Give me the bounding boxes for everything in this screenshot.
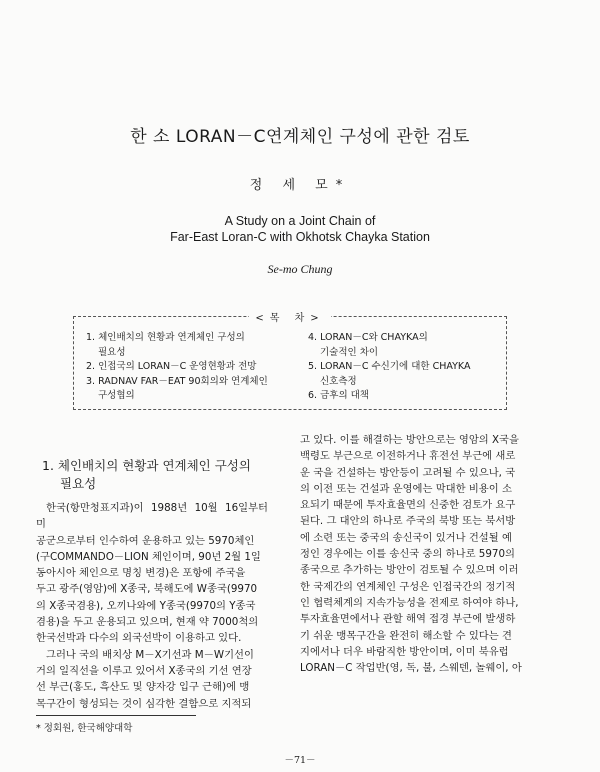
body-line: 된다. 그 대안의 하나로 주국의 북방 또는 북서방 [300,515,516,528]
english-title-line-1: A Study on a Joint Chain of [224,214,376,228]
body-line: 기 쉬운 맹목구간을 완전히 해소할 수 있다는 견 [300,629,512,642]
english-author: Se-mo Chung [267,262,333,276]
body-line: 투자효율면에서나 관할 해역 접경 부근에 발생하 [300,613,516,626]
toc-item: 1. 체인배치의 현황과 연계체인 구성의 필요성 [86,332,245,358]
body-line: 그러나 국의 배치상 M－X기선과 M－W기선이 [46,648,254,661]
paper-title: 한 소 LORAN－C연계체인 구성에 관한 검토 [130,127,470,147]
toc-item: 5. LORAN－C 수신기에 대한 CHAYKA 신호측정 [308,361,471,387]
section-1-heading: 1. 체인배치의 현황과 연계체인 구성의 필요성 [42,458,251,491]
body-line: 백령도 부근으로 이전하거나 휴전선 부근에 새로 [300,450,516,463]
footnote-divider [36,715,196,716]
body-line: 선 부근(홍도, 흑산도 및 양자강 입구 근해)에 맹 [36,681,250,694]
body-line: 한 국제간의 연계체인 구성은 인접국간의 정기적 [300,580,516,593]
body-line: 의 X종국겸용), 오끼나와에 Y종국(9970의 Y종국 [36,599,256,612]
body-line: 한국(항만청표지과)이 1988년 10월 16일부터 미 [36,502,268,531]
body-line: 종국으로 추가하는 방안이 검토될 수 있으며 이러 [300,564,519,577]
body-line: 인 협력체계의 지속가능성을 전제로 하여야 하나, [300,596,519,609]
body-line: 겸용)을 두고 운용되고 있으며, 현재 약 7000척의 [36,616,259,629]
toc-left-column [86,331,306,404]
toc-heading: <목 차> [74,309,506,324]
body-line: 의 이전 또는 건설과 운영에는 막대한 비용이 소 [300,482,512,495]
body-line: 에 소련 또는 중국의 송신국이 있거나 건설될 예 [300,531,512,544]
toc-right-column [308,331,498,404]
footnote: * 정회원, 한국해양대학 [36,723,133,734]
page-number: －71－ [284,755,316,766]
toc-item: 2. 인접국의 LORAN－C 운영현황과 전망 [86,361,257,373]
toc-item: 4. LORAN－C와 CHAYKA의 기술적인 차이 [308,332,428,358]
table-of-contents [73,313,507,410]
english-title [0,213,600,245]
body-line: 요되기 때문에 투자효율면의 신중한 검토가 요구 [300,499,516,512]
body-line: 운 국을 건설하는 방안등이 고려될 수 있으나, 국 [300,466,516,479]
body-line: LORAN－C 작업반(영, 독, 불, 스웨덴, 놀웨이, 아 [300,662,522,675]
body-line: 고 있다. 이를 해결하는 방안으로는 영암의 X국을 [300,434,519,446]
author-name: 정 세 모* [249,178,351,193]
body-line: 정인 경우에는 이를 송신국 중의 하나로 5970의 [300,548,515,561]
english-title-line-2: Far-East Loran-C with Okhotsk Chayka Station [170,230,430,244]
toc-item: 3. RADNAV FAR－EAT 90회의와 연계체인 구성협의 [86,375,268,402]
left-body-column [36,500,268,712]
body-line: (구COMMANDO－LION 체인이며, 90년 2월 1일 [36,550,261,563]
body-line: 목구간이 형성되는 것이 심각한 결함으로 지적되 [36,697,252,710]
body-line: 두고 광주(영암)에 X종국, 북해도에 W종국(9970 [36,583,258,596]
body-line: 공군으로부터 인수하여 운용하고 있는 5970체인 [36,534,255,547]
right-body-column [300,432,534,676]
body-line: 지에서나 더우 바람직한 방안이며, 이미 북유럽 [300,645,509,658]
body-line: 동아시아 체인으로 명칭 변경)은 포항에 주국을 [36,567,246,580]
toc-item: 6. 금후의 대책 [308,390,369,402]
body-line: 한국선박과 다수의 외국선박이 이용하고 있다. [36,632,242,645]
body-line: 거의 일직선을 이루고 있어서 X종국의 기선 연장 [36,664,252,677]
